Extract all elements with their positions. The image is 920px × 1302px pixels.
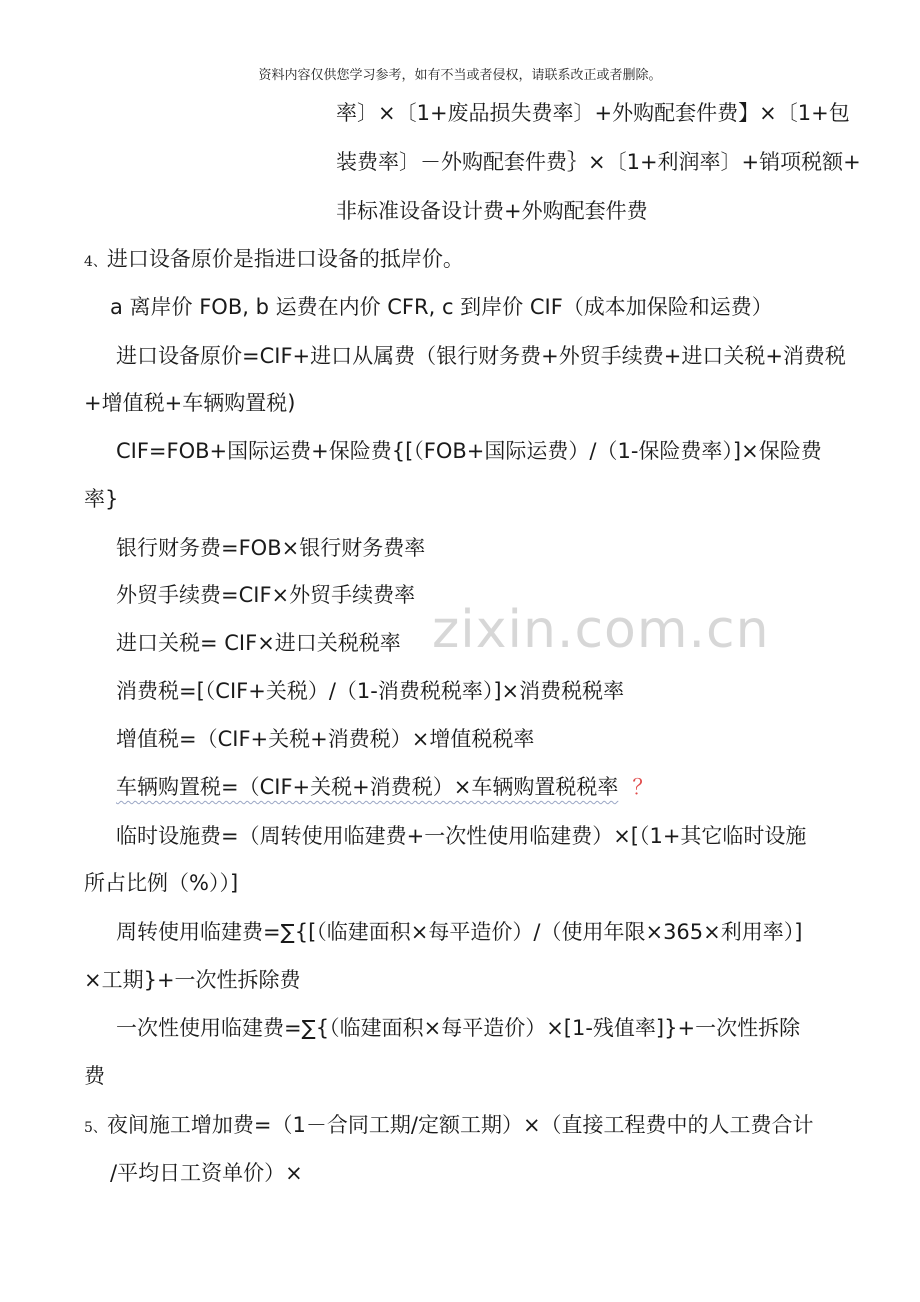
consumption-tax-line: 消费税=[（CIF+关税）/（1-消费税税率）]×消费税税率 <box>116 679 625 703</box>
import-price-line-2: +增值税+车辆购置税) <box>84 391 296 415</box>
trade-fee-line: 外贸手续费=CIF×外贸手续费率 <box>116 583 416 607</box>
item-4 <box>84 245 464 276</box>
onetime-temp-line-1: 一次性使用临建费=∑{（临建面积×每平造价）×[1-残值率]}+一次性拆除 <box>116 1016 801 1040</box>
item-number: 4、 <box>84 254 107 270</box>
turnover-temp-line-2: ×工期}+一次性拆除费 <box>84 968 301 992</box>
formula-line-3: 非标准设备设计费+外购配套件费 <box>336 199 648 223</box>
temp-facility-line-1: 临时设施费=（周转使用临建费+一次性使用临建费）×[（1+其它临时设施 <box>116 824 807 848</box>
onetime-temp-line-2: 费 <box>84 1064 105 1088</box>
vehicle-tax-text: 车辆购置税=（CIF+关税+消费税）×车辆购置税税率 <box>116 775 619 799</box>
vehicle-tax-line <box>116 773 653 801</box>
night-work-line-2: /平均日工资单价）× <box>110 1161 303 1185</box>
temp-facility-line-2: 所占比例（%））] <box>84 871 239 895</box>
item-5 <box>84 1111 814 1142</box>
bank-fee-line: 银行财务费=FOB×银行财务费率 <box>116 536 426 560</box>
cif-line-2: 率} <box>84 487 119 511</box>
item-text: 进口设备原价是指进口设备的抵岸价。 <box>106 247 464 271</box>
item-text: 夜间施工增加费=（1－合同工期/定额工期）×（直接工程费中的人工费合计 <box>106 1113 814 1137</box>
query-mark: ？ <box>632 775 654 799</box>
cif-line-1: CIF=FOB+国际运费+保险费{[（FOB+国际运费）/（1-保险费率）]×保险费 <box>116 439 822 463</box>
item-number: 5、 <box>84 1120 107 1136</box>
vat-line: 增值税=（CIF+关税+消费税）×增值税税率 <box>116 727 535 751</box>
watermark: zixin.com.cn <box>432 600 770 660</box>
import-tariff-line: 进口关税= CIF×进口关税税率 <box>116 631 401 655</box>
turnover-temp-line-1: 周转使用临建费=∑{[（临建面积×每平造价）/（使用年限×365×利用率）] <box>116 920 803 944</box>
price-terms-line: a 离岸价 FOB, b 运费在内价 CFR, c 到岸价 CIF（成本加保险和运费） <box>110 295 773 319</box>
formula-line-2: 装费率〕－外购配套件费｝×〔1+利润率〕+销项税额+ <box>336 150 861 174</box>
formula-line-1: 率〕×〔1+废品损失费率〕+外购配套件费】×〔1+包 <box>336 101 850 125</box>
header-note: 资料内容仅供您学习参考，如有不当或者侵权，请联系改正或者删除。 <box>258 68 662 83</box>
import-price-line-1: 进口设备原价=CIF+进口从属费（银行财务费+外贸手续费+进口关税+消费税 <box>116 344 846 368</box>
